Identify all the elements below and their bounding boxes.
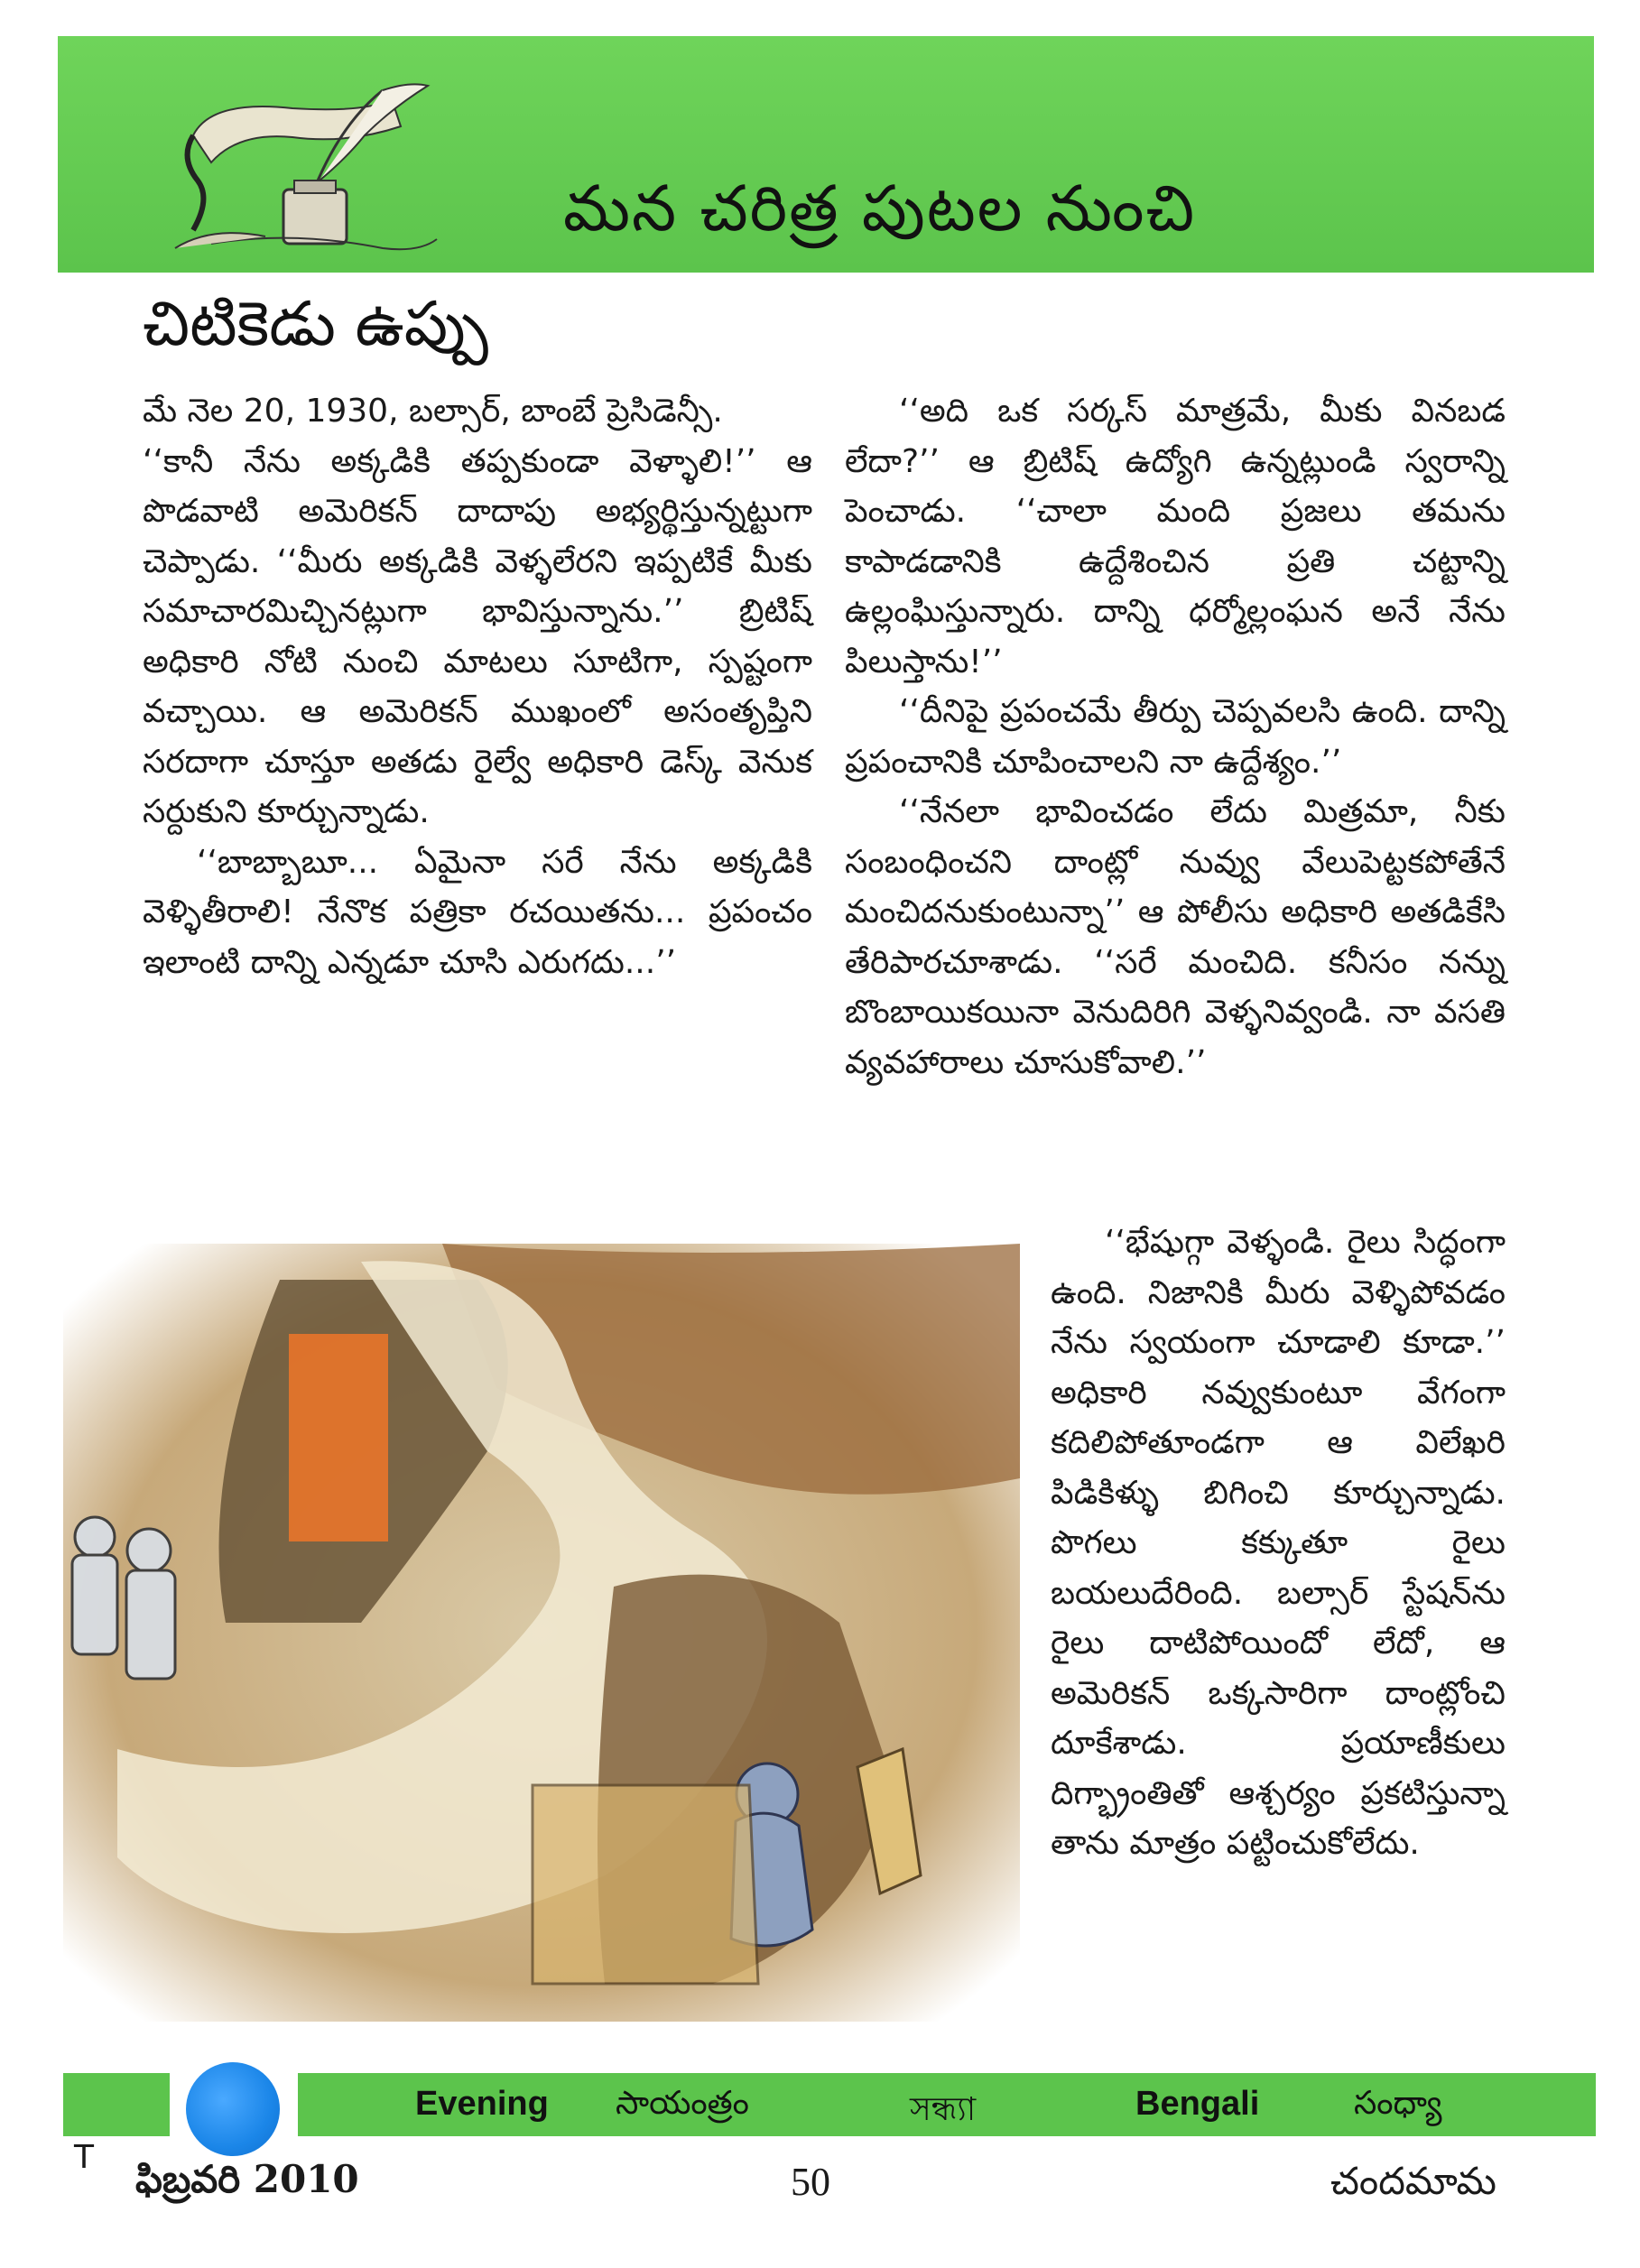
word-bengali-script: সন্ধ্যা bbox=[910, 2091, 977, 2128]
story-title: చిటికెడు ఉప్పు bbox=[143, 289, 488, 360]
header-banner bbox=[58, 36, 1594, 273]
paragraph: మే నెల 20, 1930, బల్సార్, బాంబే ప్రెసిడెన్సీ. bbox=[143, 393, 723, 430]
word-language: Bengali bbox=[1135, 2085, 1260, 2123]
paragraph: ‘‘నేనలా భావించడం లేదు మిత్రమా, నీకు సంబంధించని దాంట్లో నువ్వు వేలుపెట్టకపోతేనే మంచిదనుకుంటున్నా’’ ఆ పోలీసు అధికారి అతడికేసి తేరిపారచూశాడు. ‘‘సరే మంచిది. కనీసం నన్ను బొంబాయికయినా వెనుదిరిగి వెళ్ళనివ్వండి. నా వసతి వ్యవహారాలు చూసుకోవాలి.’’ bbox=[845, 793, 1506, 1081]
issue-date: ఫిబ్రవరి 2010 bbox=[135, 2157, 359, 2201]
story-illustration bbox=[63, 1244, 1020, 2022]
magazine-name: చందమామ bbox=[1330, 2159, 1496, 2203]
page-number: 50 bbox=[791, 2160, 830, 2204]
text-column-right bbox=[845, 386, 1506, 1088]
word-telugu: సాయంత్రం bbox=[616, 2085, 749, 2122]
footer-mark: T bbox=[74, 2139, 94, 2176]
word-band-left bbox=[63, 2073, 170, 2136]
quill-inkpot-scroll-icon bbox=[157, 72, 446, 262]
word-transliteration: సంధ్యా bbox=[1354, 2085, 1442, 2122]
text-column-right-lower bbox=[1051, 1217, 1506, 1869]
word-english: Evening bbox=[415, 2085, 549, 2123]
paragraph: ‘‘భేషుగ్గా వెళ్ళండి. రైలు సిద్ధంగా ఉంది. నిజానికి మీరు వెళ్ళిపోవడం నేను స్వయంగా చూడాలి కూడా.’’ అధికారి నవ్వుకుంటూ వేగంగా కదిలిపోతూండగా ఆ విలేఖరి పిడికిళ్ళు బిగించి కూర్చున్నాడు. పొగలు కక్కుతూ రైలు బయలుదేరింది. బల్సార్ స్టేషన్‌ను రైలు దాటిపోయిందో లేదో, ఆ అమెరికన్ ఒక్కసారిగా దాంట్లోంచి దూకేశాడు. ప్రయాణీకులు దిగ్భ్రాంతితో ఆశ్చర్యం ప్రకటిస్తున్నా తాను మాత్రం పట్టించుకోలేదు. bbox=[1051, 1224, 1506, 1862]
paragraph: ‘‘అది ఒక సర్కస్ మాత్రమే, మీకు వినబడ లేదా?’’ ఆ బ్రిటిష్ ఉద్యోగి ఉన్నట్లుండి స్వరాన్ని పెంచాడు. ‘‘చాలా మంది ప్రజలు తమను కాపాడడానికి ఉద్దేశించిన ప్రతి చట్టాన్ని ఉల్లంఘిస్తున్నారు. దాన్ని ధర్మోల్లంఘన అనే నేను పిలుస్తాను!’’ bbox=[845, 393, 1506, 680]
paragraph: ‘‘బాబ్బాబూ... ఏమైనా సరే నేను అక్కడికి వెళ్ళితీరాలి! నేనొక పత్రికా రచయితను... ప్రపంచం ఇలాంటి దాన్ని ఎన్నడూ చూసి ఎరుగదు...’’ bbox=[143, 843, 812, 981]
section-title: మన చరిత్ర పుటల నుంచి bbox=[563, 171, 1197, 245]
paragraph: ‘‘కానీ నేను అక్కడికి తప్పకుండా వెళ్ళాలి!’’ ఆ పొడవాటి అమెరికన్ దాదాపు అభ్యర్థిస్తున్నట్టుగా చెప్పాడు. ‘‘మీరు అక్కడికి వెళ్ళలేరని ఇప్పటికే మీకు సమాచారమిచ్చినట్లుగా భావిస్తున్నాను.’’ బ్రిటిష్ అధికారి నోటి నుంచి మాటలు సూటిగా, స్పష్టంగా వచ్చాయి. ఆ అమెరికన్ ముఖంలో అసంతృప్తిని సరదాగా చూస్తూ అతడు రైల్వే అధికారి డెస్క్ వెనుక సర్దుకుని కూర్చున్నాడు. bbox=[143, 442, 812, 830]
text-column-left bbox=[143, 386, 812, 987]
blue-dot-icon bbox=[186, 2062, 280, 2156]
paragraph: ‘‘దీనిపై ప్రపంచమే తీర్పు చెప్పవలసి ఉంది. దాన్ని ప్రపంచానికి చూపించాలని నా ఉద్దేశ్యం.’’ bbox=[845, 693, 1506, 781]
